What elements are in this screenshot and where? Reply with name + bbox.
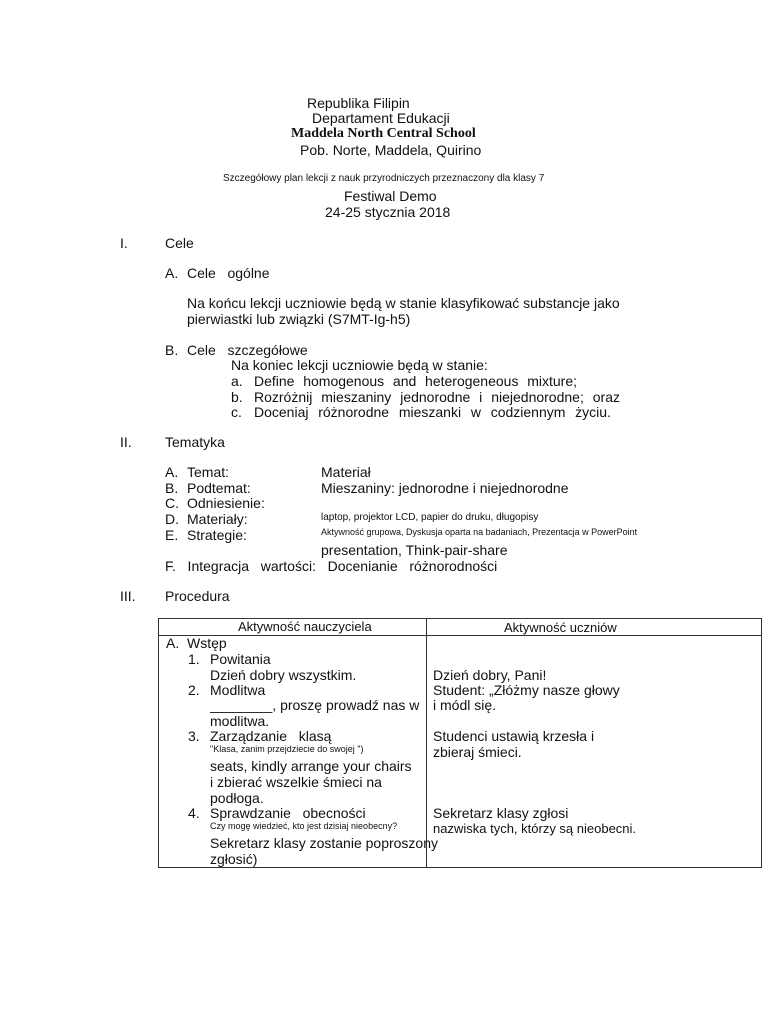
word: niejednorodne; [491, 389, 584, 405]
goal-b-item-b [254, 389, 620, 405]
word: mieszanki [398, 404, 462, 420]
step-1-number: 1. [188, 651, 200, 667]
section-2-number: II. [120, 434, 132, 450]
step-4-text-3: zgłosić) [210, 851, 258, 867]
goal-b-item-letter: b. [231, 389, 243, 405]
strategies-letter: E. [165, 527, 179, 543]
step-4-title: Sprawdzanie obecności [210, 805, 366, 821]
materials-letter: D. [165, 511, 179, 527]
step-4-text-2: Sekretarz klasy zostanie poproszony [210, 835, 438, 851]
goal-a-letter: A. [165, 265, 179, 281]
procedure-table [158, 618, 762, 868]
student-response-3-line-2: zbieraj śmieci. [433, 744, 522, 760]
section-1-title: Cele [165, 235, 194, 251]
student-response-2-line-1: Student: „Złóżmy nasze głowy [433, 682, 620, 698]
goal-b-item-a [254, 373, 577, 389]
step-4-number: 4. [188, 805, 200, 821]
step-2-text-2: modlitwa. [210, 713, 270, 729]
topic-value: Materiał [321, 464, 371, 480]
student-activity-header: Aktywność uczniów [504, 620, 617, 635]
goal-b-intro: Na koniec lekcji uczniowie będą w stanie: [231, 357, 488, 373]
goal-b-item-c [254, 404, 611, 420]
word: w [470, 404, 481, 420]
word: Doceniaj [254, 404, 309, 420]
step-1-text: Dzień dobry wszystkim. [210, 667, 357, 683]
strategies-label: Strategie: [187, 527, 247, 543]
strategies-value-cont: presentation, Think-pair-share [321, 542, 508, 558]
school-address: Pob. Norte, Maddela, Quirino [300, 142, 482, 158]
festival-title: Festiwal Demo [344, 188, 437, 204]
step-2-text-1: ________, proszę prowadź nas w [210, 697, 420, 713]
word: mieszaniny [321, 389, 392, 405]
word: Define [254, 373, 295, 389]
plan-title: Szczegółowy plan lekcji z nauk przyrodniczych przeznaczony dla klasy 7 [223, 173, 545, 184]
goal-a-title: Cele ogólne [187, 265, 270, 281]
header-department: Departament Edukacji [312, 110, 450, 126]
section-3-title: Procedura [165, 588, 230, 604]
word: mixture; [527, 373, 577, 389]
reference-label: Odniesienie: [187, 495, 265, 511]
column-divider [426, 619, 427, 867]
subtopic-label: Podtemat: [187, 480, 251, 496]
strategies-value: Aktywność grupowa, Dyskusja oparta na badaniach, Prezentacja w PowerPoint [321, 527, 638, 537]
word: homogenous [303, 373, 385, 389]
topic-letter: A. [165, 464, 179, 480]
word: życiu. [575, 404, 611, 420]
goal-a-text-1: Na końcu lekcji uczniowie będą w stanie klasyfikować substancje jako [187, 295, 620, 311]
step-3-number: 3. [188, 728, 200, 744]
materials-label: Materiały: [187, 511, 248, 527]
teacher-activity-header: Aktywność nauczyciela [238, 619, 372, 634]
section-2-title: Tematyka [165, 434, 225, 450]
reference-letter: C. [165, 495, 179, 511]
header-republic: Republika Filipin [307, 95, 410, 111]
word: jednorodne [400, 389, 471, 405]
intro-row: A. Wstęp [166, 635, 227, 651]
step-3-text-4: podłoga. [210, 790, 264, 806]
materials-value: laptop, projektor LCD, papier do druku, długopisy [321, 512, 539, 523]
goal-b-letter: B. [165, 342, 179, 358]
school-name: Maddela North Central School [291, 126, 476, 141]
word: różnorodne [318, 404, 390, 420]
step-3-text-1: "Klasa, zanim przejdziecie do swojej ") [210, 744, 364, 754]
word: codziennym [490, 404, 566, 420]
word: i [479, 389, 483, 405]
student-response-4-line-2: nazwiska tych, którzy są nieobecni. [433, 821, 637, 836]
step-1-title: Powitania [210, 651, 271, 667]
festival-dates: 24-25 stycznia 2018 [325, 204, 451, 220]
subtopic-value: Mieszaniny: jednorodne i niejednorodne [321, 480, 569, 496]
student-response-1: Dzień dobry, Pani! [433, 667, 547, 683]
student-response-4-line-1: Sekretarz klasy zgłosi [433, 805, 569, 821]
values-integration: F. Integracja wartości: Docenianie różnorodności [165, 558, 498, 574]
step-3-text-3: i zbierać wszelkie śmieci na [210, 774, 382, 790]
subtopic-letter: B. [165, 480, 179, 496]
student-response-3-line-1: Studenci ustawią krzesła i [433, 728, 595, 744]
header-divider [159, 635, 761, 636]
word: and [392, 373, 417, 389]
section-3-number: III. [120, 588, 136, 604]
section-1-number: I. [120, 235, 128, 251]
topic-label: Temat: [187, 464, 230, 480]
student-response-2-line-2: i módl się. [433, 697, 497, 713]
step-3-text-2: seats, kindly arrange your chairs [210, 758, 412, 774]
step-3-title: Zarządzanie klasą [210, 728, 332, 744]
word: heterogeneous [425, 373, 519, 389]
word: oraz [592, 389, 620, 405]
goal-b-title: Cele szczegółowe [187, 342, 308, 358]
goal-b-item-letter: c. [231, 404, 242, 420]
goal-a-text-2: pierwiastki lub związki (S7MT-Ig-h5) [187, 311, 411, 327]
step-2-title: Modlitwa [210, 682, 266, 698]
step-4-text-1: Czy mogę wiedzieć, kto jest dzisiaj nieobecny? [210, 821, 398, 831]
step-2-number: 2. [188, 682, 200, 698]
goal-b-item-letter: a. [231, 373, 243, 389]
word: Rozróżnij [254, 389, 313, 405]
